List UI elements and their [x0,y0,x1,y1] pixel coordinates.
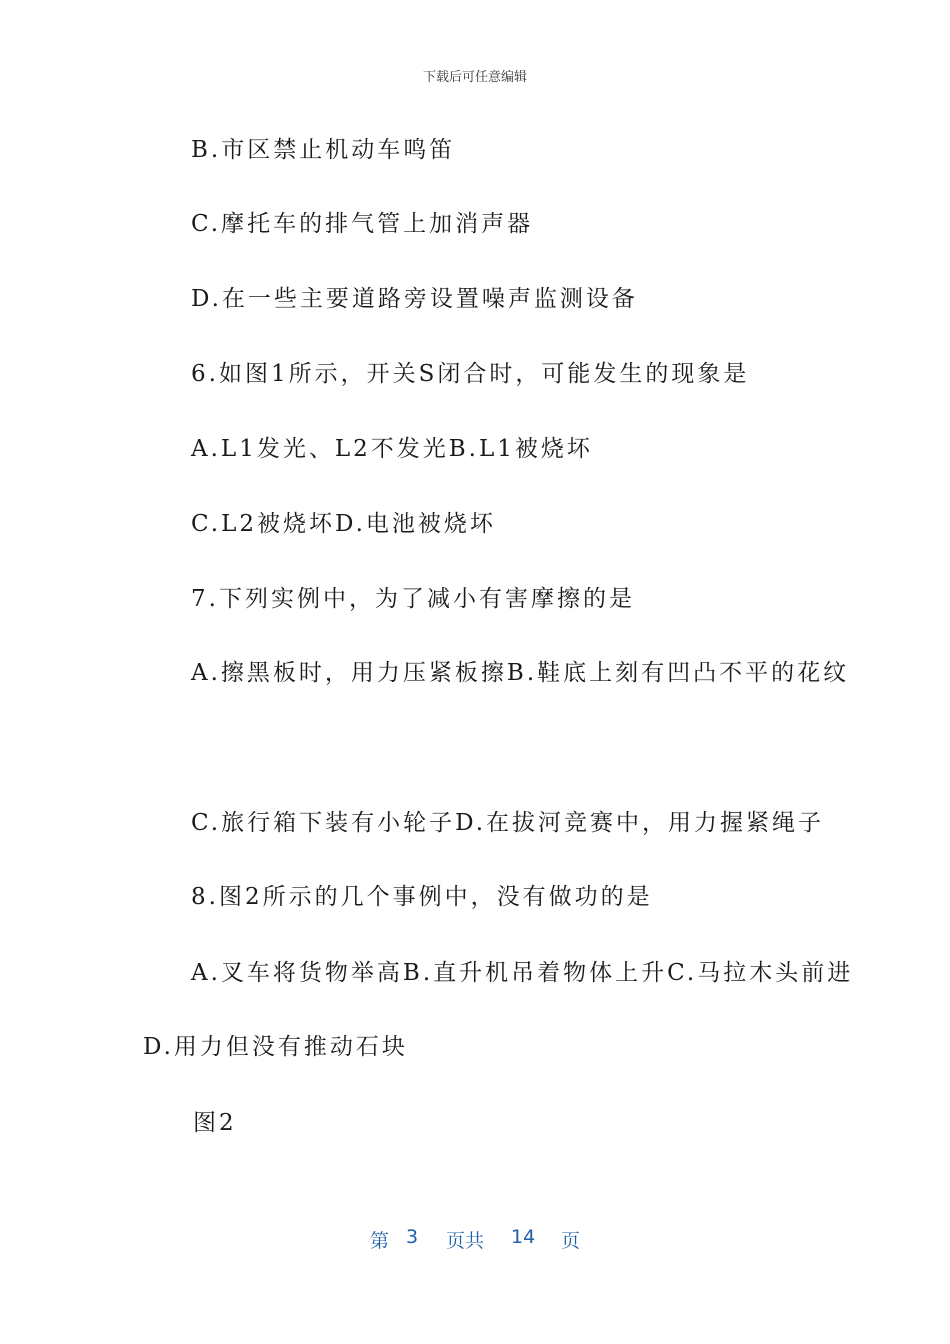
figure-2-caption: 图2 [193,1110,237,1136]
question-6: 6.如图1所示，开关S闭合时，可能发生的现象是 [191,361,750,387]
footer-total-pages: 14 [511,1226,536,1248]
question-6-options-cd: C.L2被烧坏D.电池被烧坏 [191,511,496,537]
question-8-options-abc: A.叉车将货物举高B.直升机吊着物体上升C.马拉木头前进 [191,960,854,986]
question-6-options-ab: A.L1发光、L2不发光B.L1被烧坏 [191,436,593,462]
option-b-line: B.市区禁止机动车鸣笛 [191,137,456,163]
option-c-line: C.摩托车的排气管上加消声器 [191,211,534,237]
question-8: 8.图2所示的几个事例中，没有做功的是 [191,884,653,910]
footer-ye: 页 [561,1230,581,1252]
footer-di: 第 [370,1230,390,1252]
footer-page-number: 3 [406,1226,419,1248]
question-7-options-cd: C.旅行箱下装有小轮子D.在拔河竞赛中，用力握紧绳子 [191,810,825,836]
page-header: 下载后可任意编辑 [422,70,527,85]
option-d-line: D.在一些主要道路旁设置噪声监测设备 [191,286,638,312]
footer-ye-gong: 页共 [446,1230,485,1252]
question-7-options-ab: A.擦黑板时，用力压紧板擦B.鞋底上刻有凹凸不平的花纹 [191,660,850,686]
question-8-option-d: D.用力但没有推动石块 [143,1034,408,1060]
question-7: 7.下列实例中，为了减小有害摩擦的是 [191,586,635,612]
